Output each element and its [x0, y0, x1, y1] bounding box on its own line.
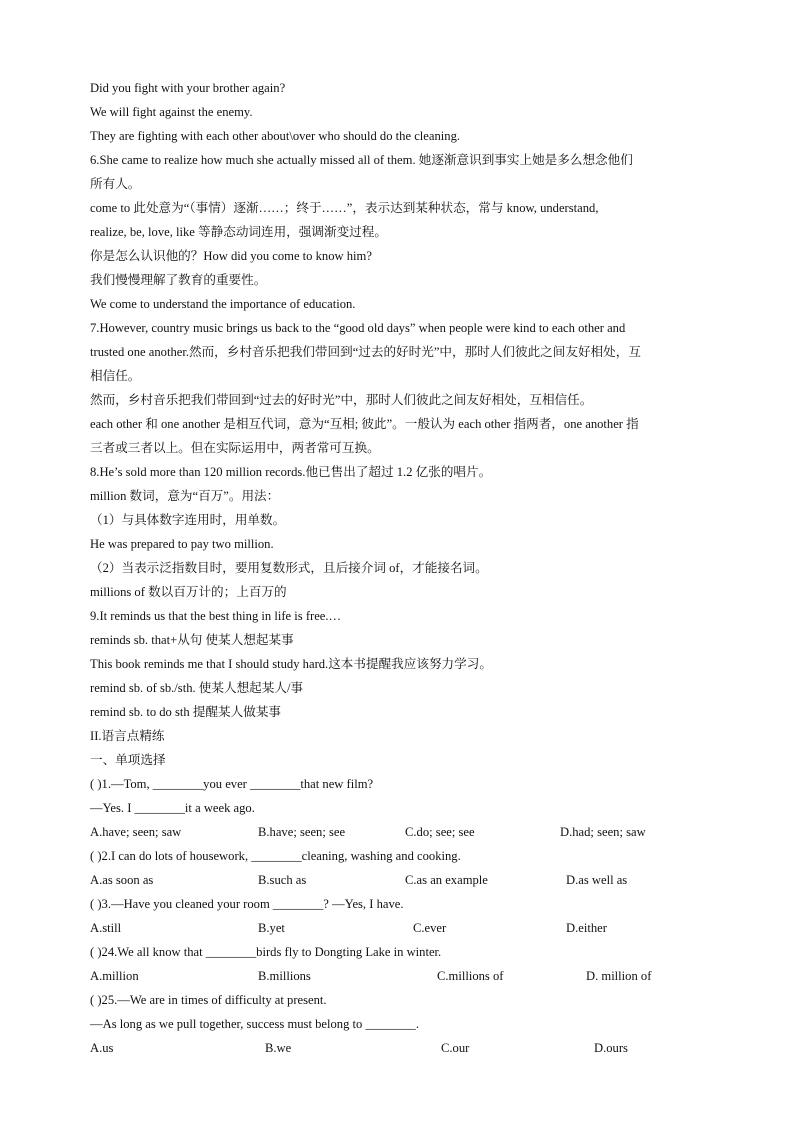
text-line: remind sb. of sb./sth. 使某人想起某人/事 [90, 681, 304, 695]
text-line: realize, be, love, like 等静态动词连用，强调渐变过程。 [90, 225, 387, 239]
text-line: 6.She came to realize how much she actually missed all of them. 她逐渐意识到事实上她是多么想念他们 [90, 153, 633, 167]
question-2: ( )2.I can do lots of housework, ________cleaning, washing and cooking. [90, 849, 461, 863]
option-b: B.such as [258, 873, 307, 887]
text-line: come to 此处意为“（事情）逐渐……；终于……”，表示达到某种状态，常与 know, understand, [90, 201, 599, 215]
text-line: 相信任。 [90, 369, 141, 383]
option-d: D.either [566, 921, 607, 935]
text-line: 8.He’s sold more than 120 million records.他已售出了超过 1.2 亿张的唱片。 [90, 465, 492, 479]
text-line: We will fight against the enemy. [90, 105, 253, 119]
text-line: 我们慢慢理解了教育的重要性。 [90, 273, 267, 287]
option-d: D.ours [594, 1041, 628, 1055]
text-line: each other 和 one another 是相互代词，意为“互相; 彼此”。一般认为 each other 指两者，one another 指 [90, 417, 639, 431]
question-3: ( )3.—Have you cleaned your room ________? —Yes, I have. [90, 897, 404, 911]
section-heading: 一、单项选择 [90, 753, 166, 767]
option-b: B.millions [258, 969, 311, 983]
text-line: They are fighting with each other about\over who should do the cleaning. [90, 129, 461, 143]
option-b: B.yet [258, 921, 285, 935]
text-line: 三者或三者以上。但在实际运用中，两者常可互换。 [90, 441, 380, 455]
text-line: 你是怎么认识他的？How did you come to know him? [90, 249, 372, 263]
option-a: A.as soon as [90, 873, 154, 887]
text-line: 7.However, country music brings us back to the “good old days” when people were kind to each other and [90, 321, 626, 335]
text-line: This book reminds me that I should study hard.这本书提醒我应该努力学习。 [90, 657, 492, 671]
option-c: C.as an example [405, 873, 488, 887]
text-line: 9.It reminds us that the best thing in life is free.… [90, 609, 342, 623]
text-line: reminds sb. that+从句 使某人想起某事 [90, 633, 294, 647]
text-line: million 数词，意为“百万”。用法： [90, 489, 280, 503]
question-25-reply: —As long as we pull together, success must belong to ________. [90, 1017, 419, 1031]
text-line: millions of 数以百万计的；上百万的 [90, 585, 287, 599]
option-a: A.us [90, 1041, 114, 1055]
text-line: trusted one another.然而，乡村音乐把我们带回到“过去的好时光”中，那时人们彼此之间友好相处，互 [90, 345, 641, 359]
option-b: B.have; seen; see [258, 825, 346, 839]
question-25: ( )25.—We are in times of difficulty at present. [90, 993, 327, 1007]
text-line: Did you fight with your brother again? [90, 81, 286, 95]
text-line: 然而，乡村音乐把我们带回到“过去的好时光”中，那时人们彼此之间友好相处，互相信任。 [90, 393, 593, 407]
question-24: ( )24.We all know that ________birds fly to Dongting Lake in winter. [90, 945, 442, 959]
text-line: remind sb. to do sth 提醒某人做某事 [90, 705, 282, 719]
option-d: D.as well as [566, 873, 628, 887]
option-c: C.millions of [437, 969, 504, 983]
question-1: ( )1.—Tom, ________you ever ________that new film? [90, 777, 374, 791]
question-1-reply: —Yes. I ________it a week ago. [90, 801, 255, 815]
option-a: A.million [90, 969, 139, 983]
text-line: （1）与具体数字连用时，用单数。 [90, 513, 286, 527]
text-line: 所有人。 [90, 177, 141, 191]
text-line: We come to understand the importance of education. [90, 297, 356, 311]
option-b: B.we [265, 1041, 292, 1055]
option-a: A.have; seen; saw [90, 825, 182, 839]
option-d: D.had; seen; saw [560, 825, 646, 839]
option-c: C.our [441, 1041, 470, 1055]
option-c: C.do; see; see [405, 825, 475, 839]
option-d: D. million of [586, 969, 652, 983]
text-line: （2）当表示泛指数目时，要用复数形式，且后接介词 of，才能接名词。 [90, 561, 488, 575]
option-c: C.ever [413, 921, 447, 935]
text-line: He was prepared to pay two million. [90, 537, 274, 551]
section-heading: II.语言点精练 [90, 729, 165, 743]
option-a: A.still [90, 921, 122, 935]
